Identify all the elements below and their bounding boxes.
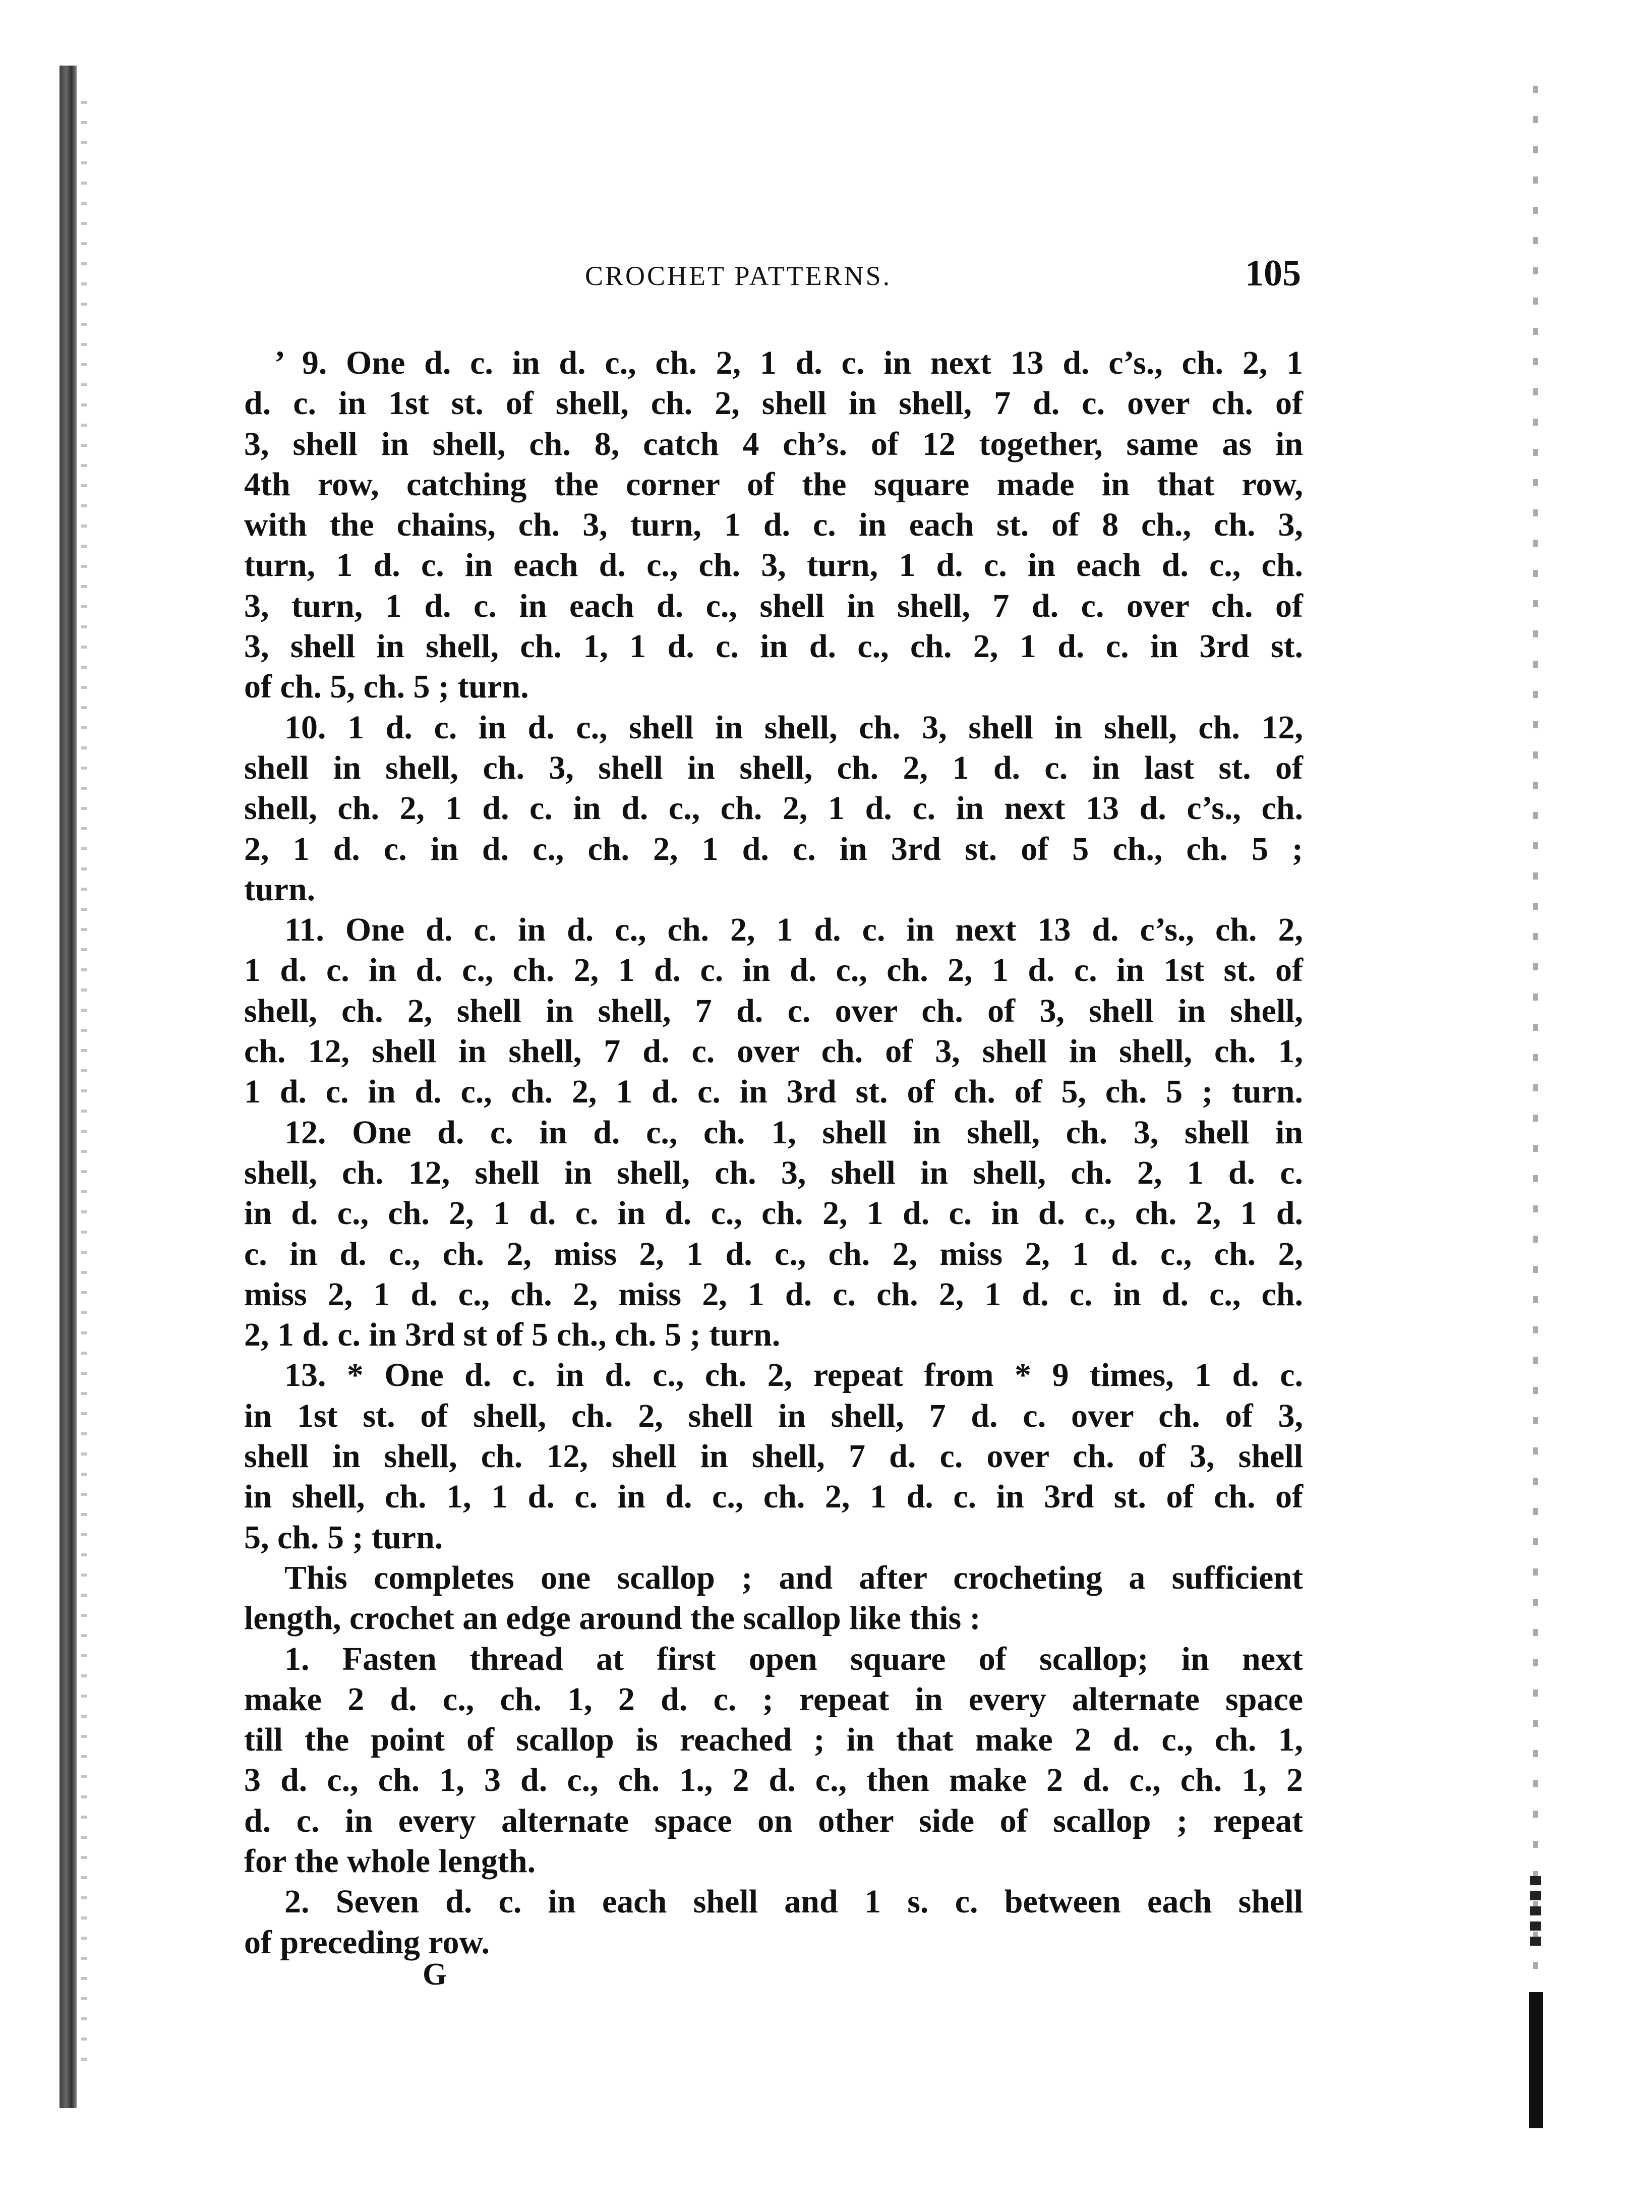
page-edge-left — [60, 66, 77, 2108]
text-line: shell in shell, ch. 12, shell in shell, 7 d. c. over ch. of 3, shell — [244, 1438, 1303, 1475]
text-line: 5, ch. 5 ; turn. — [244, 1519, 443, 1556]
page-edge-right — [1533, 86, 1538, 2128]
text-line: make 2 d. c., ch. 1, 2 d. c. ; repeat in every alternate space — [244, 1680, 1303, 1718]
text-line: length, crochet an edge around the scallop like this : — [244, 1600, 981, 1637]
text-line: for the whole length. — [244, 1842, 536, 1880]
text-line: shell in shell, ch. 3, shell in shell, ch. 2, 1 d. c. in last st. of — [244, 749, 1303, 786]
text-line: d. c. in 1st st. of shell, ch. 2, shell in shell, 7 d. c. over ch. of — [244, 385, 1303, 422]
text-line: ch. 12, shell in shell, 7 d. c. over ch. of 3, shell in shell, ch. 1, — [244, 1033, 1303, 1070]
text-line: 1 d. c. in d. c., ch. 2, 1 d. c. in 3rd st. of ch. of 5, ch. 5 ; turn. — [244, 1073, 1303, 1111]
body-text — [244, 343, 1303, 1963]
text-line: 10. 1 d. c. in d. c., shell in shell, ch. 3, shell in shell, ch. 12, — [284, 709, 1303, 746]
text-line: This completes one scallop ; and after crocheting a sufficient — [284, 1559, 1303, 1596]
text-line: 3, shell in shell, ch. 8, catch 4 ch’s. of 12 together, same as in — [244, 425, 1303, 462]
text-line: c. in d. c., ch. 2, miss 2, 1 d. c., ch. 2, miss 2, 1 d. c., ch. 2, — [244, 1235, 1303, 1272]
page-header — [242, 252, 1301, 313]
text-line: 11. One d. c. in d. c., ch. 2, 1 d. c. in next 13 d. c’s., ch. 2, — [284, 911, 1303, 949]
text-line: turn. — [244, 870, 316, 908]
text-line: 12. One d. c. in d. c., ch. 1, shell in shell, ch. 3, shell in — [284, 1114, 1303, 1151]
text-line: of ch. 5, ch. 5 ; turn. — [244, 668, 529, 706]
text-line: in shell, ch. 1, 1 d. c. in d. c., ch. 2, 1 d. c. in 3rd st. of ch. of — [244, 1478, 1303, 1516]
text-line: 1. Fasten thread at first open square of scallop; in next — [284, 1640, 1303, 1677]
page-number: 105 — [1245, 253, 1301, 294]
page-edge-right-marks — [1530, 1876, 1541, 1947]
text-line: ’ 9. One d. c. in d. c., ch. 2, 1 d. c. in next 13 d. c’s., ch. 2, 1 — [274, 344, 1303, 381]
text-line: 2. Seven d. c. in each shell and 1 s. c. between each shell — [284, 1883, 1303, 1920]
text-line: 3 d. c., ch. 1, 3 d. c., ch. 1., 2 d. c., then make 2 d. c., ch. 1, 2 — [244, 1762, 1303, 1799]
text-line: 2, 1 d. c. in d. c., ch. 2, 1 d. c. in 3rd st. of 5 ch., ch. 5 ; — [244, 830, 1303, 867]
page-edge-right-shadow — [1529, 1992, 1543, 2128]
text-line: shell, ch. 2, 1 d. c. in d. c., ch. 2, 1 d. c. in next 13 d. c’s., ch. — [244, 790, 1303, 827]
text-line: shell, ch. 2, shell in shell, 7 d. c. over ch. of 3, shell in shell, — [244, 992, 1303, 1029]
text-line: turn, 1 d. c. in each d. c., ch. 3, turn, 1 d. c. in each d. c., ch. — [244, 547, 1303, 584]
text-line: of preceding row. — [244, 1924, 490, 1961]
signature-mark: G — [423, 1957, 447, 1992]
text-line: 13. * One d. c. in d. c., ch. 2, repeat from * 9 times, 1 d. c. — [284, 1357, 1303, 1394]
text-line: with the chains, ch. 3, turn, 1 d. c. in each st. of 8 ch., ch. 3, — [244, 506, 1303, 544]
page-edge-left-marks — [81, 101, 87, 2068]
text-line: in 1st st. of shell, ch. 2, shell in shell, 7 d. c. over ch. of 3, — [244, 1397, 1303, 1434]
text-line: 2, 1 d. c. in 3rd st of 5 ch., ch. 5 ; turn. — [244, 1316, 781, 1354]
text-line: 3, turn, 1 d. c. in each d. c., shell in shell, 7 d. c. over ch. of — [244, 587, 1303, 624]
text-line: 4th row, catching the corner of the square made in that row, — [244, 465, 1303, 503]
text-line: shell, ch. 12, shell in shell, ch. 3, shell in shell, ch. 2, 1 d. c. — [244, 1154, 1303, 1191]
text-line: in d. c., ch. 2, 1 d. c. in d. c., ch. 2, 1 d. c. in d. c., ch. 2, 1 d. — [244, 1195, 1303, 1232]
text-line: till the point of scallop is reached ; in that make 2 d. c., ch. 1, — [244, 1721, 1303, 1759]
text-line: d. c. in every alternate space on other side of scallop ; repeat — [244, 1802, 1303, 1839]
text-line: 3, shell in shell, ch. 1, 1 d. c. in d. c., ch. 2, 1 d. c. in 3rd st. — [244, 628, 1303, 665]
running-title: CROCHET PATTERNS. — [585, 261, 892, 291]
text-line: 1 d. c. in d. c., ch. 2, 1 d. c. in d. c., ch. 2, 1 d. c. in 1st st. of — [244, 952, 1303, 989]
text-line: miss 2, 1 d. c., ch. 2, miss 2, 1 d. c. ch. 2, 1 d. c. in d. c., ch. — [244, 1275, 1303, 1313]
